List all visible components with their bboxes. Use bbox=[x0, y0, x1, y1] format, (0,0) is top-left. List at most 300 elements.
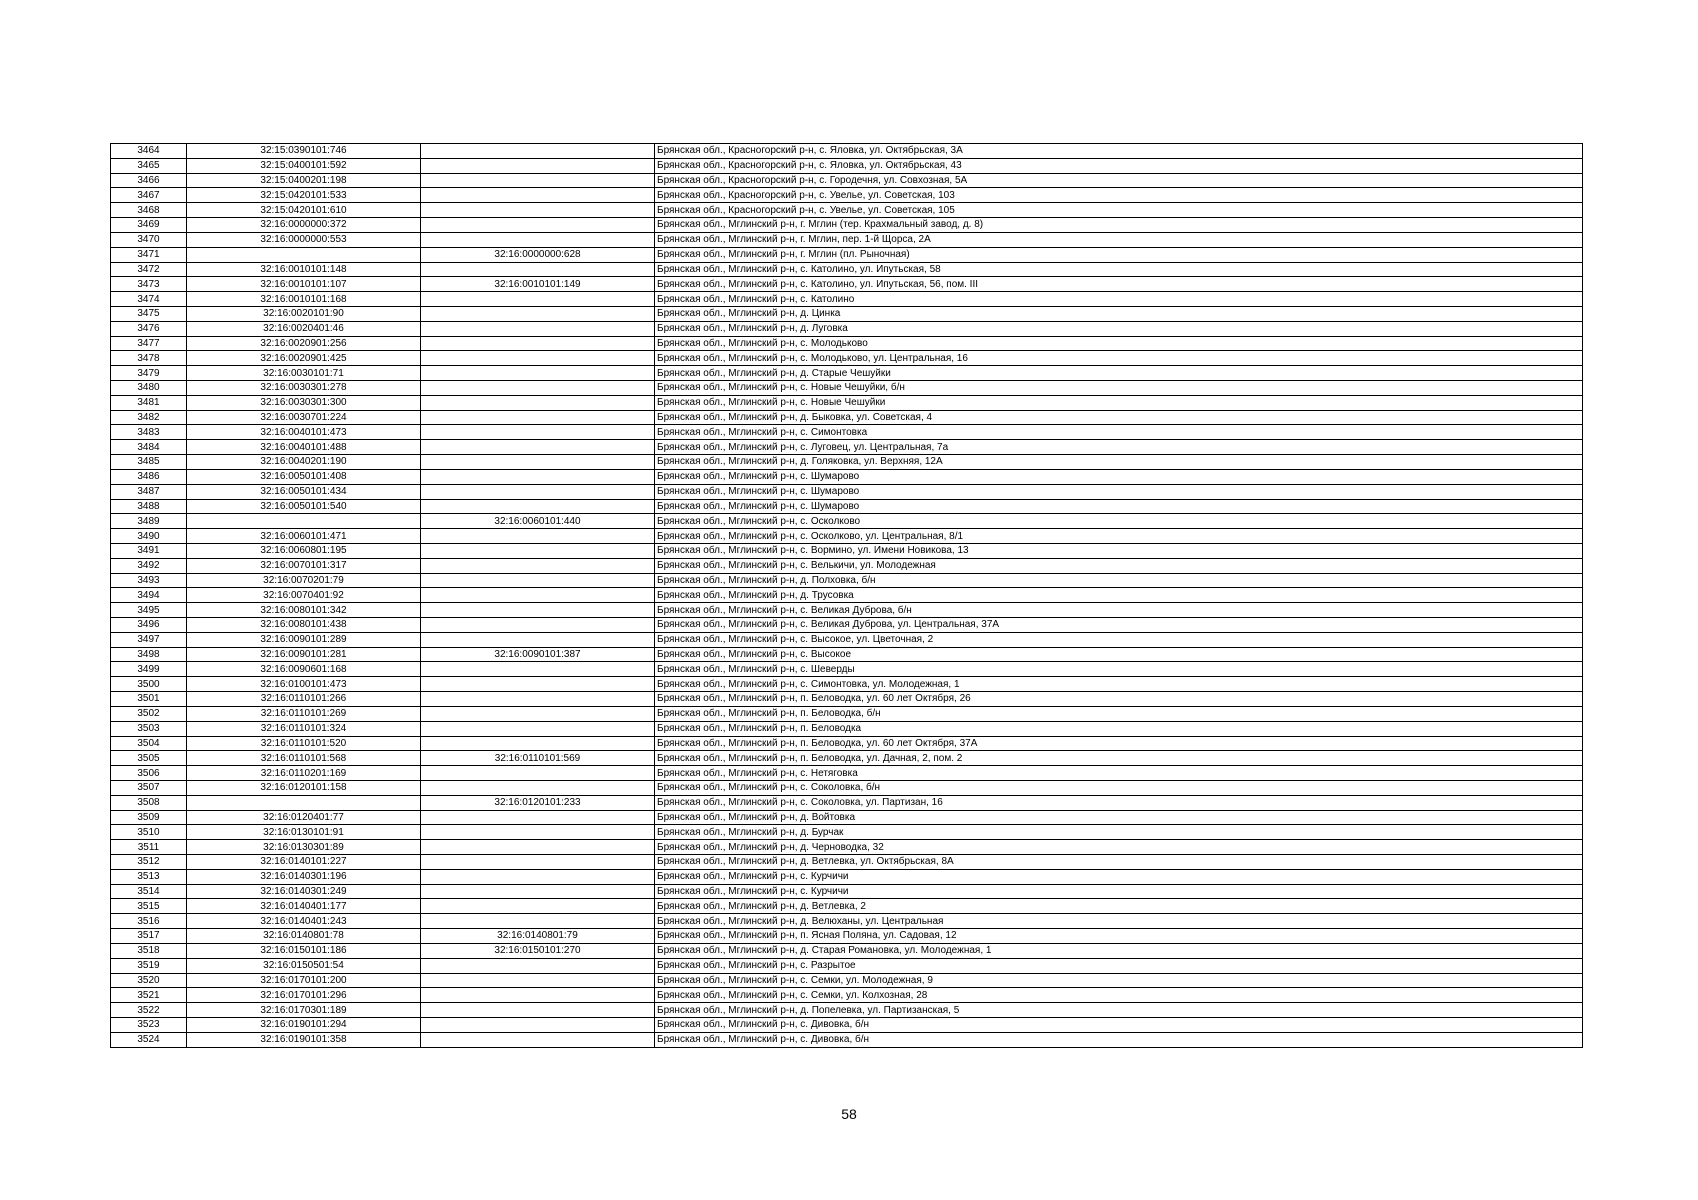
related-cadastral-number-cell bbox=[421, 869, 655, 884]
related-cadastral-number-cell: 32:16:0150101:270 bbox=[421, 943, 655, 958]
cadastral-number-cell: 32:16:0110101:324 bbox=[187, 721, 421, 736]
related-cadastral-number-cell: 32:16:0060101:440 bbox=[421, 514, 655, 529]
related-cadastral-number-cell: 32:16:0010101:149 bbox=[421, 277, 655, 292]
address-cell: Брянская обл., Мглинский р-н, с. Шумарово bbox=[655, 469, 1583, 484]
cadastral-number-cell: 32:15:0420101:533 bbox=[187, 188, 421, 203]
address-cell: Брянская обл., Мглинский р-н, с. Разрытое bbox=[655, 958, 1583, 973]
row-number-cell: 3476 bbox=[111, 321, 187, 336]
cadastral-number-cell: 32:16:0100101:473 bbox=[187, 677, 421, 692]
table-row bbox=[111, 366, 1583, 381]
table-row bbox=[111, 455, 1583, 470]
row-number-cell: 3502 bbox=[111, 706, 187, 721]
table-row bbox=[111, 884, 1583, 899]
row-number-cell: 3500 bbox=[111, 677, 187, 692]
address-cell: Брянская обл., Мглинский р-н, г. Мглин, пер. 1-й Щорса, 2А bbox=[655, 232, 1583, 247]
row-number-cell: 3496 bbox=[111, 618, 187, 633]
related-cadastral-number-cell bbox=[421, 618, 655, 633]
table-row bbox=[111, 351, 1583, 366]
related-cadastral-number-cell: 32:16:0140801:79 bbox=[421, 929, 655, 944]
table-row bbox=[111, 529, 1583, 544]
table-row bbox=[111, 469, 1583, 484]
related-cadastral-number-cell bbox=[421, 188, 655, 203]
address-cell: Брянская обл., Мглинский р-н, г. Мглин (тер. Крахмальный завод, д. 8) bbox=[655, 218, 1583, 233]
address-cell: Брянская обл., Красногорский р-н, с. Увелье, ул. Советская, 103 bbox=[655, 188, 1583, 203]
address-cell: Брянская обл., Мглинский р-н, с. Семки, ул. Колхозная, 28 bbox=[655, 988, 1583, 1003]
address-cell: Брянская обл., Мглинский р-н, с. Молодьково bbox=[655, 336, 1583, 351]
address-cell: Брянская обл., Мглинский р-н, с. Дивовка, б/н bbox=[655, 1017, 1583, 1032]
cadastral-number-cell: 32:16:0010101:168 bbox=[187, 292, 421, 307]
related-cadastral-number-cell bbox=[421, 988, 655, 1003]
related-cadastral-number-cell bbox=[421, 336, 655, 351]
table-row bbox=[111, 203, 1583, 218]
related-cadastral-number-cell bbox=[421, 721, 655, 736]
cadastral-number-cell: 32:16:0020901:256 bbox=[187, 336, 421, 351]
table-row bbox=[111, 632, 1583, 647]
row-number-cell: 3506 bbox=[111, 766, 187, 781]
table-row bbox=[111, 958, 1583, 973]
cadastral-number-cell: 32:16:0040201:190 bbox=[187, 455, 421, 470]
table-row bbox=[111, 780, 1583, 795]
address-cell: Брянская обл., Мглинский р-н, с. Высокое, ул. Цветочная, 2 bbox=[655, 632, 1583, 647]
related-cadastral-number-cell bbox=[421, 736, 655, 751]
row-number-cell: 3482 bbox=[111, 410, 187, 425]
page-number: 58 bbox=[841, 1106, 857, 1122]
related-cadastral-number-cell bbox=[421, 588, 655, 603]
cadastral-number-cell: 32:16:0140801:78 bbox=[187, 929, 421, 944]
table-row bbox=[111, 929, 1583, 944]
related-cadastral-number-cell bbox=[421, 677, 655, 692]
address-cell: Брянская обл., Красногорский р-н, с. Яловка, ул. Октябрьская, 43 bbox=[655, 158, 1583, 173]
address-cell: Брянская обл., Мглинский р-н, с. Осколково, ул. Центральная, 8/1 bbox=[655, 529, 1583, 544]
row-number-cell: 3511 bbox=[111, 840, 187, 855]
row-number-cell: 3467 bbox=[111, 188, 187, 203]
cadastral-number-cell: 32:16:0130301:89 bbox=[187, 840, 421, 855]
row-number-cell: 3481 bbox=[111, 395, 187, 410]
address-cell: Брянская обл., Мглинский р-н, п. Беловодка, ул. 60 лет Октября, 37А bbox=[655, 736, 1583, 751]
table-row bbox=[111, 321, 1583, 336]
address-cell: Брянская обл., Мглинский р-н, с. Католино, ул. Ипутьская, 58 bbox=[655, 262, 1583, 277]
row-number-cell: 3485 bbox=[111, 455, 187, 470]
address-cell: Брянская обл., Мглинский р-н, с. Католино bbox=[655, 292, 1583, 307]
table-row bbox=[111, 988, 1583, 1003]
related-cadastral-number-cell bbox=[421, 484, 655, 499]
address-cell: Брянская обл., Мглинский р-н, с. Великая Дуброва, б/н bbox=[655, 603, 1583, 618]
table-row bbox=[111, 647, 1583, 662]
cadastral-number-cell: 32:16:0050101:434 bbox=[187, 484, 421, 499]
cadastral-number-cell: 32:16:0020101:90 bbox=[187, 306, 421, 321]
row-number-cell: 3464 bbox=[111, 144, 187, 159]
address-cell: Брянская обл., Мглинский р-н, с. Соколовка, ул. Партизан, 16 bbox=[655, 795, 1583, 810]
related-cadastral-number-cell bbox=[421, 840, 655, 855]
address-cell: Брянская обл., Мглинский р-н, д. Быковка, ул. Советская, 4 bbox=[655, 410, 1583, 425]
address-cell: Брянская обл., Мглинский р-н, п. Ясная Поляна, ул. Садовая, 12 bbox=[655, 929, 1583, 944]
row-number-cell: 3491 bbox=[111, 543, 187, 558]
row-number-cell: 3510 bbox=[111, 825, 187, 840]
cadastral-number-cell: 32:15:0390101:746 bbox=[187, 144, 421, 159]
table-row bbox=[111, 840, 1583, 855]
address-cell: Брянская обл., Мглинский р-н, с. Новые Чешуйки, б/н bbox=[655, 381, 1583, 396]
address-cell: Брянская обл., Мглинский р-н, г. Мглин (пл. Рыночная) bbox=[655, 247, 1583, 262]
table-row bbox=[111, 292, 1583, 307]
address-cell: Брянская обл., Мглинский р-н, д. Велюханы, ул. Центральная bbox=[655, 914, 1583, 929]
cadastral-number-cell: 32:16:0090101:289 bbox=[187, 632, 421, 647]
table-row bbox=[111, 218, 1583, 233]
table-row bbox=[111, 855, 1583, 870]
table-row bbox=[111, 484, 1583, 499]
address-cell: Брянская обл., Мглинский р-н, с. Симонтовка bbox=[655, 425, 1583, 440]
cadastral-number-cell: 32:16:0080101:438 bbox=[187, 618, 421, 633]
table-row bbox=[111, 825, 1583, 840]
row-number-cell: 3470 bbox=[111, 232, 187, 247]
row-number-cell: 3497 bbox=[111, 632, 187, 647]
related-cadastral-number-cell bbox=[421, 321, 655, 336]
row-number-cell: 3478 bbox=[111, 351, 187, 366]
related-cadastral-number-cell bbox=[421, 529, 655, 544]
address-cell: Брянская обл., Красногорский р-н, с. Городечня, ул. Совхозная, 5А bbox=[655, 173, 1583, 188]
table-row bbox=[111, 973, 1583, 988]
cadastral-number-cell: 32:15:0400101:592 bbox=[187, 158, 421, 173]
table-row bbox=[111, 306, 1583, 321]
cadastral-number-cell bbox=[187, 247, 421, 262]
address-cell: Брянская обл., Мглинский р-н, д. Ветлевка, ул. Октябрьская, 8А bbox=[655, 855, 1583, 870]
row-number-cell: 3524 bbox=[111, 1032, 187, 1047]
cadastral-number-cell: 32:16:0110101:568 bbox=[187, 751, 421, 766]
row-number-cell: 3521 bbox=[111, 988, 187, 1003]
related-cadastral-number-cell bbox=[421, 603, 655, 618]
related-cadastral-number-cell bbox=[421, 1032, 655, 1047]
address-cell: Брянская обл., Мглинский р-н, д. Ветлевка, 2 bbox=[655, 899, 1583, 914]
cadastral-number-cell: 32:16:0010101:107 bbox=[187, 277, 421, 292]
table-row bbox=[111, 603, 1583, 618]
cadastral-number-cell: 32:16:0090101:281 bbox=[187, 647, 421, 662]
cadastral-number-cell bbox=[187, 795, 421, 810]
cadastral-number-cell: 32:16:0120401:77 bbox=[187, 810, 421, 825]
address-cell: Брянская обл., Мглинский р-н, п. Беловодка bbox=[655, 721, 1583, 736]
row-number-cell: 3475 bbox=[111, 306, 187, 321]
row-number-cell: 3465 bbox=[111, 158, 187, 173]
cadastral-number-cell: 32:16:0110101:520 bbox=[187, 736, 421, 751]
cadastral-number-cell: 32:16:0080101:342 bbox=[187, 603, 421, 618]
related-cadastral-number-cell: 32:16:0090101:387 bbox=[421, 647, 655, 662]
cadastral-number-cell: 32:16:0050101:408 bbox=[187, 469, 421, 484]
row-number-cell: 3512 bbox=[111, 855, 187, 870]
cadastral-number-cell: 32:16:0050101:540 bbox=[187, 499, 421, 514]
related-cadastral-number-cell bbox=[421, 632, 655, 647]
table-row bbox=[111, 869, 1583, 884]
row-number-cell: 3509 bbox=[111, 810, 187, 825]
address-cell: Брянская обл., Мглинский р-н, с. Молодьково, ул. Центральная, 16 bbox=[655, 351, 1583, 366]
row-number-cell: 3484 bbox=[111, 440, 187, 455]
row-number-cell: 3514 bbox=[111, 884, 187, 899]
cadastral-number-cell: 32:16:0120101:158 bbox=[187, 780, 421, 795]
row-number-cell: 3507 bbox=[111, 780, 187, 795]
table-row bbox=[111, 262, 1583, 277]
address-cell: Брянская обл., Красногорский р-н, с. Яловка, ул. Октябрьская, 3А bbox=[655, 144, 1583, 159]
address-cell: Брянская обл., Мглинский р-н, с. Курчичи bbox=[655, 884, 1583, 899]
address-cell: Брянская обл., Мглинский р-н, с. Дивовка, б/н bbox=[655, 1032, 1583, 1047]
row-number-cell: 3486 bbox=[111, 469, 187, 484]
related-cadastral-number-cell bbox=[421, 425, 655, 440]
cadastral-number-cell: 32:16:0110101:266 bbox=[187, 692, 421, 707]
row-number-cell: 3515 bbox=[111, 899, 187, 914]
row-number-cell: 3517 bbox=[111, 929, 187, 944]
cadastral-number-cell: 32:16:0140301:249 bbox=[187, 884, 421, 899]
table-row bbox=[111, 277, 1583, 292]
related-cadastral-number-cell bbox=[421, 780, 655, 795]
cadastral-number-cell: 32:16:0130101:91 bbox=[187, 825, 421, 840]
table-row bbox=[111, 795, 1583, 810]
table-row bbox=[111, 588, 1583, 603]
cadastral-number-cell: 32:16:0090601:168 bbox=[187, 662, 421, 677]
cadastral-number-cell bbox=[187, 514, 421, 529]
row-number-cell: 3468 bbox=[111, 203, 187, 218]
cadastral-number-cell: 32:16:0030101:71 bbox=[187, 366, 421, 381]
cadastral-number-cell: 32:16:0170301:189 bbox=[187, 1003, 421, 1018]
row-number-cell: 3483 bbox=[111, 425, 187, 440]
row-number-cell: 3466 bbox=[111, 173, 187, 188]
related-cadastral-number-cell bbox=[421, 455, 655, 470]
cadastral-number-cell: 32:16:0010101:148 bbox=[187, 262, 421, 277]
related-cadastral-number-cell bbox=[421, 884, 655, 899]
table-row bbox=[111, 914, 1583, 929]
table-row bbox=[111, 514, 1583, 529]
address-cell: Брянская обл., Мглинский р-н, с. Симонтовка, ул. Молодежная, 1 bbox=[655, 677, 1583, 692]
row-number-cell: 3479 bbox=[111, 366, 187, 381]
table-row bbox=[111, 721, 1583, 736]
row-number-cell: 3494 bbox=[111, 588, 187, 603]
table-row bbox=[111, 1032, 1583, 1047]
related-cadastral-number-cell bbox=[421, 262, 655, 277]
address-cell: Брянская обл., Мглинский р-н, д. Старые Чешуйки bbox=[655, 366, 1583, 381]
address-cell: Брянская обл., Мглинский р-н, п. Беловодка, ул. Дачная, 2, пом. 2 bbox=[655, 751, 1583, 766]
row-number-cell: 3501 bbox=[111, 692, 187, 707]
related-cadastral-number-cell bbox=[421, 543, 655, 558]
row-number-cell: 3477 bbox=[111, 336, 187, 351]
address-cell: Брянская обл., Мглинский р-н, с. Курчичи bbox=[655, 869, 1583, 884]
related-cadastral-number-cell bbox=[421, 692, 655, 707]
cadastral-number-cell: 32:16:0110201:169 bbox=[187, 766, 421, 781]
cadastral-number-cell: 32:15:0420101:610 bbox=[187, 203, 421, 218]
table-row bbox=[111, 395, 1583, 410]
related-cadastral-number-cell bbox=[421, 1003, 655, 1018]
row-number-cell: 3469 bbox=[111, 218, 187, 233]
cadastral-number-cell: 32:16:0030301:278 bbox=[187, 381, 421, 396]
related-cadastral-number-cell bbox=[421, 173, 655, 188]
address-cell: Брянская обл., Мглинский р-н, д. Луговка bbox=[655, 321, 1583, 336]
cadastral-number-cell: 32:16:0030701:224 bbox=[187, 410, 421, 425]
related-cadastral-number-cell bbox=[421, 766, 655, 781]
address-cell: Брянская обл., Мглинский р-н, с. Шумарово bbox=[655, 484, 1583, 499]
related-cadastral-number-cell bbox=[421, 1017, 655, 1032]
table-row bbox=[111, 618, 1583, 633]
row-number-cell: 3474 bbox=[111, 292, 187, 307]
related-cadastral-number-cell bbox=[421, 499, 655, 514]
row-number-cell: 3513 bbox=[111, 869, 187, 884]
address-cell: Брянская обл., Мглинский р-н, д. Старая Романовка, ул. Молодежная, 1 bbox=[655, 943, 1583, 958]
related-cadastral-number-cell bbox=[421, 573, 655, 588]
address-cell: Брянская обл., Мглинский р-н, с. Велькичи, ул. Молодежная bbox=[655, 558, 1583, 573]
address-cell: Брянская обл., Мглинский р-н, с. Шеверды bbox=[655, 662, 1583, 677]
address-cell: Брянская обл., Мглинский р-н, п. Беловодка, ул. 60 лет Октября, 26 bbox=[655, 692, 1583, 707]
cadastral-number-cell: 32:16:0140101:227 bbox=[187, 855, 421, 870]
cadastral-number-cell: 32:16:0020401:46 bbox=[187, 321, 421, 336]
table-row bbox=[111, 810, 1583, 825]
table-row bbox=[111, 677, 1583, 692]
cadastral-number-cell: 32:16:0070101:317 bbox=[187, 558, 421, 573]
cadastral-number-cell: 32:15:0400201:198 bbox=[187, 173, 421, 188]
address-cell: Брянская обл., Мглинский р-н, с. Католино, ул. Ипутьская, 56, пом. III bbox=[655, 277, 1583, 292]
related-cadastral-number-cell bbox=[421, 410, 655, 425]
table-row bbox=[111, 158, 1583, 173]
related-cadastral-number-cell bbox=[421, 810, 655, 825]
row-number-cell: 3522 bbox=[111, 1003, 187, 1018]
cadastral-number-cell: 32:16:0190101:294 bbox=[187, 1017, 421, 1032]
address-cell: Брянская обл., Мглинский р-н, п. Беловодка, б/н bbox=[655, 706, 1583, 721]
cadastral-number-cell: 32:16:0150501:54 bbox=[187, 958, 421, 973]
cadastral-number-cell: 32:16:0140401:243 bbox=[187, 914, 421, 929]
row-number-cell: 3492 bbox=[111, 558, 187, 573]
address-cell: Брянская обл., Мглинский р-н, с. Высокое bbox=[655, 647, 1583, 662]
address-cell: Брянская обл., Мглинский р-н, д. Голяковка, ул. Верхняя, 12А bbox=[655, 455, 1583, 470]
related-cadastral-number-cell bbox=[421, 440, 655, 455]
cadastral-number-cell: 32:16:0000000:553 bbox=[187, 232, 421, 247]
related-cadastral-number-cell bbox=[421, 144, 655, 159]
row-number-cell: 3518 bbox=[111, 943, 187, 958]
related-cadastral-number-cell bbox=[421, 706, 655, 721]
table-row bbox=[111, 1017, 1583, 1032]
table-row bbox=[111, 425, 1583, 440]
related-cadastral-number-cell bbox=[421, 825, 655, 840]
row-number-cell: 3519 bbox=[111, 958, 187, 973]
row-number-cell: 3488 bbox=[111, 499, 187, 514]
address-cell: Брянская обл., Мглинский р-н, с. Великая Дуброва, ул. Центральная, 37А bbox=[655, 618, 1583, 633]
related-cadastral-number-cell bbox=[421, 958, 655, 973]
related-cadastral-number-cell bbox=[421, 558, 655, 573]
related-cadastral-number-cell: 32:16:0000000:628 bbox=[421, 247, 655, 262]
cadastral-number-cell: 32:16:0190101:358 bbox=[187, 1032, 421, 1047]
address-cell: Брянская обл., Мглинский р-н, д. Трусовка bbox=[655, 588, 1583, 603]
related-cadastral-number-cell: 32:16:0120101:233 bbox=[421, 795, 655, 810]
cadastral-number-cell: 32:16:0000000:372 bbox=[187, 218, 421, 233]
table-row bbox=[111, 558, 1583, 573]
related-cadastral-number-cell bbox=[421, 232, 655, 247]
cadastral-number-cell: 32:16:0170101:296 bbox=[187, 988, 421, 1003]
table-row bbox=[111, 232, 1583, 247]
row-number-cell: 3520 bbox=[111, 973, 187, 988]
row-number-cell: 3473 bbox=[111, 277, 187, 292]
table-row bbox=[111, 440, 1583, 455]
table-row bbox=[111, 706, 1583, 721]
related-cadastral-number-cell bbox=[421, 662, 655, 677]
related-cadastral-number-cell bbox=[421, 899, 655, 914]
row-number-cell: 3498 bbox=[111, 647, 187, 662]
cadastral-number-cell: 32:16:0070401:92 bbox=[187, 588, 421, 603]
address-cell: Брянская обл., Мглинский р-н, д. Войтовка bbox=[655, 810, 1583, 825]
address-cell: Брянская обл., Мглинский р-н, д. Черноводка, 32 bbox=[655, 840, 1583, 855]
row-number-cell: 3495 bbox=[111, 603, 187, 618]
table-row bbox=[111, 943, 1583, 958]
row-number-cell: 3516 bbox=[111, 914, 187, 929]
related-cadastral-number-cell bbox=[421, 855, 655, 870]
row-number-cell: 3493 bbox=[111, 573, 187, 588]
related-cadastral-number-cell: 32:16:0110101:569 bbox=[421, 751, 655, 766]
cadastral-number-cell: 32:16:0060801:195 bbox=[187, 543, 421, 558]
table-row bbox=[111, 736, 1583, 751]
address-cell: Брянская обл., Мглинский р-н, с. Луговец, ул. Центральная, 7а bbox=[655, 440, 1583, 455]
related-cadastral-number-cell bbox=[421, 914, 655, 929]
row-number-cell: 3487 bbox=[111, 484, 187, 499]
address-cell: Брянская обл., Мглинский р-н, с. Семки, ул. Молодежная, 9 bbox=[655, 973, 1583, 988]
cadastral-number-cell: 32:16:0060101:471 bbox=[187, 529, 421, 544]
row-number-cell: 3471 bbox=[111, 247, 187, 262]
table-row bbox=[111, 1003, 1583, 1018]
cadastral-number-cell: 32:16:0070201:79 bbox=[187, 573, 421, 588]
table-row bbox=[111, 173, 1583, 188]
address-cell: Брянская обл., Мглинский р-н, с. Новые Чешуйки bbox=[655, 395, 1583, 410]
table-row bbox=[111, 381, 1583, 396]
property-registry-table bbox=[110, 143, 1583, 1048]
related-cadastral-number-cell bbox=[421, 158, 655, 173]
table-row bbox=[111, 692, 1583, 707]
related-cadastral-number-cell bbox=[421, 469, 655, 484]
address-cell: Брянская обл., Мглинский р-н, с. Соколовка, б/н bbox=[655, 780, 1583, 795]
row-number-cell: 3472 bbox=[111, 262, 187, 277]
row-number-cell: 3523 bbox=[111, 1017, 187, 1032]
row-number-cell: 3490 bbox=[111, 529, 187, 544]
row-number-cell: 3508 bbox=[111, 795, 187, 810]
row-number-cell: 3499 bbox=[111, 662, 187, 677]
related-cadastral-number-cell bbox=[421, 351, 655, 366]
related-cadastral-number-cell bbox=[421, 218, 655, 233]
cadastral-number-cell: 32:16:0020901:425 bbox=[187, 351, 421, 366]
address-cell: Брянская обл., Мглинский р-н, д. Попелевка, ул. Партизанская, 5 bbox=[655, 1003, 1583, 1018]
row-number-cell: 3489 bbox=[111, 514, 187, 529]
row-number-cell: 3503 bbox=[111, 721, 187, 736]
registry-table-body bbox=[111, 144, 1583, 1048]
table-row bbox=[111, 751, 1583, 766]
table-row bbox=[111, 543, 1583, 558]
table-row bbox=[111, 766, 1583, 781]
table-row bbox=[111, 188, 1583, 203]
address-cell: Брянская обл., Красногорский р-н, с. Увелье, ул. Советская, 105 bbox=[655, 203, 1583, 218]
address-cell: Брянская обл., Мглинский р-н, с. Нетяговка bbox=[655, 766, 1583, 781]
address-cell: Брянская обл., Мглинский р-н, д. Цинка bbox=[655, 306, 1583, 321]
related-cadastral-number-cell bbox=[421, 203, 655, 218]
cadastral-number-cell: 32:16:0150101:186 bbox=[187, 943, 421, 958]
table-row bbox=[111, 499, 1583, 514]
address-cell: Брянская обл., Мглинский р-н, с. Шумарово bbox=[655, 499, 1583, 514]
table-row bbox=[111, 336, 1583, 351]
related-cadastral-number-cell bbox=[421, 366, 655, 381]
table-row bbox=[111, 247, 1583, 262]
related-cadastral-number-cell bbox=[421, 395, 655, 410]
address-cell: Брянская обл., Мглинский р-н, с. Вормино, ул. Имени Новикова, 13 bbox=[655, 543, 1583, 558]
cadastral-number-cell: 32:16:0140401:177 bbox=[187, 899, 421, 914]
table-row bbox=[111, 662, 1583, 677]
address-cell: Брянская обл., Мглинский р-н, д. Полховка, б/н bbox=[655, 573, 1583, 588]
row-number-cell: 3505 bbox=[111, 751, 187, 766]
related-cadastral-number-cell bbox=[421, 973, 655, 988]
table-row bbox=[111, 899, 1583, 914]
cadastral-number-cell: 32:16:0170101:200 bbox=[187, 973, 421, 988]
row-number-cell: 3480 bbox=[111, 381, 187, 396]
address-cell: Брянская обл., Мглинский р-н, с. Осколково bbox=[655, 514, 1583, 529]
table-row bbox=[111, 573, 1583, 588]
related-cadastral-number-cell bbox=[421, 292, 655, 307]
cadastral-number-cell: 32:16:0140301:196 bbox=[187, 869, 421, 884]
related-cadastral-number-cell bbox=[421, 381, 655, 396]
related-cadastral-number-cell bbox=[421, 306, 655, 321]
